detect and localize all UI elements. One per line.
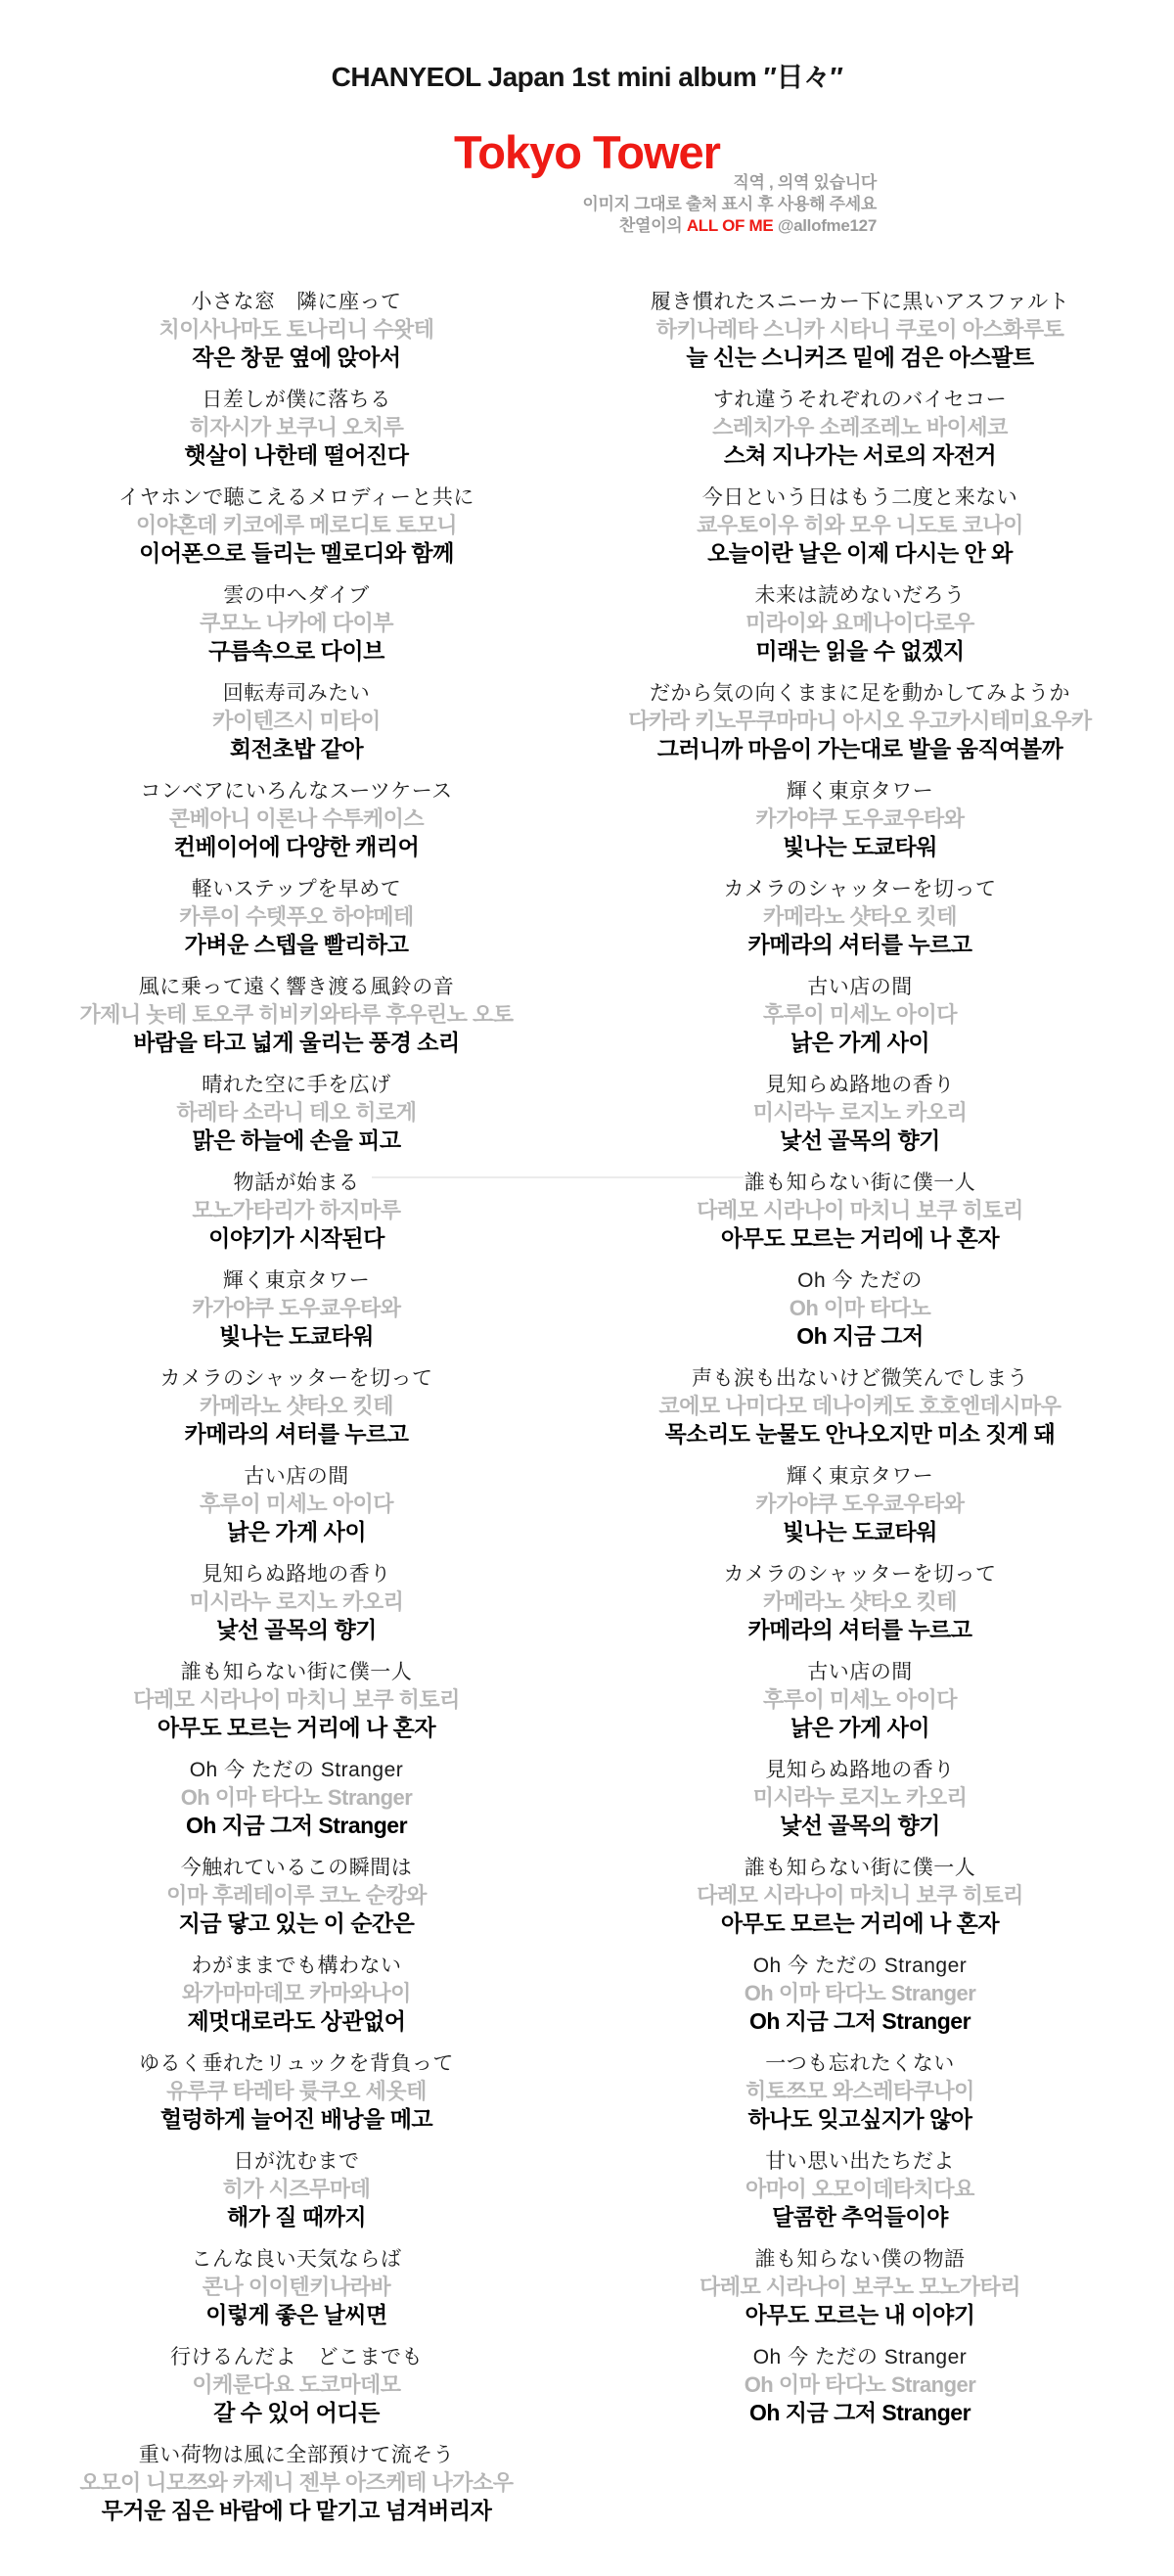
stanza [0,484,593,567]
romanization-line: 치이사나마도 토나리니 수왓테 [158,317,434,342]
japanese-line: ゆるく垂れたリュックを背負って [139,2052,454,2075]
stanza [0,778,593,860]
translation-line: 낯선 골목의 향기 [216,1617,377,1642]
japanese-line: 行けるんだよ どこまでも [170,2346,423,2369]
translation-line: 목소리도 눈물도 안나오지만 미소 짓게 돼 [664,1421,1056,1447]
translation-line: 늘 신는 스니커즈 밑에 검은 아스팔트 [686,345,1034,370]
japanese-line: カメラのシャッターを切って [723,1563,997,1586]
stanza [0,2442,593,2524]
translation-line: 아무도 모르는 거리에 나 혼자 [720,1910,1000,1936]
translation-line: 지금 닿고 있는 이 순간은 [178,1910,415,1936]
stanza [593,1855,1127,1937]
romanization-line: 히토쯔모 와스레타쿠나이 [745,2079,974,2103]
japanese-line: 今日という日はもう二度と来ない [701,486,1018,509]
translation-line: 그러니까 마음이 가는대로 발을 움직여볼까 [656,736,1063,761]
japanese-line: 古い店の間 [807,976,913,998]
stanza [593,974,1127,1056]
romanization-line: Oh 이마 타다노 [789,1296,931,1320]
japanese-line: 誰も知らない街に僕一人 [180,1661,413,1683]
translation-line: 제멋대로라도 상관없어 [187,2008,406,2034]
romanization-line: 카가야쿠 도우쿄우타와 [755,1492,965,1516]
romanization-line: 콘베아니 이론나 수투케이스 [168,806,425,831]
stanza [0,289,593,371]
japanese-line: 回転寿司みたい [222,682,371,705]
japanese-line: 今触れているこの瞬間は [180,1857,413,1879]
japanese-line: コンベアにいろんなスーツケース [140,780,453,803]
stanza [0,1659,593,1741]
stanza [0,1365,593,1448]
translation-line: 가벼운 스텝을 빨리하고 [184,932,409,957]
translation-line: 빛나는 도쿄타워 [783,834,937,859]
translation-line: 이어폰으로 들리는 멜로디와 함께 [139,540,454,566]
song-title: Tokyo Tower [454,126,720,178]
romanization-line: 모노가타리가 하지마루 [192,1198,401,1222]
romanization-line: 미시라누 로지노 카오리 [189,1589,404,1614]
romanization-line: 카가야쿠 도우쿄우타와 [192,1296,401,1320]
translation-line: 카메라의 셔터를 누르고 [747,932,972,957]
romanization-line: 하키나레타 스니카 시타니 쿠로이 아스화루토 [655,317,1064,342]
romanization-line: 후루이 미세노 아이다 [200,1492,393,1516]
japanese-line: カメラのシャッターを切って [159,1367,433,1390]
romanization-line: 콘나 이이텐키나라바 [202,2275,391,2299]
translation-line: 작은 창문 옆에 앉아서 [192,345,401,370]
stanza [593,1561,1127,1643]
album-title: CHANYEOL Japan 1st mini album ″日々″ [331,62,843,92]
romanization-line: 오모이 니모쯔와 카제니 젠부 아즈케테 나가소우 [79,2470,514,2495]
japanese-line: 未来は読めないだろう [754,584,966,607]
stanza [593,1072,1127,1154]
stanza [0,1855,593,1937]
stanza [0,1170,593,1252]
japanese-line: 古い店の間 [807,1661,913,1683]
translation-line: 맑은 하늘에 손을 피고 [192,1127,401,1153]
stanza [593,1953,1127,2035]
translation-line: 구름속으로 다이브 [208,638,384,664]
stanza [0,1757,593,1839]
credit-source-highlight: ALL OF ME [686,216,774,235]
romanization-line: Oh 이마 타다노 Stranger [744,2372,976,2397]
japanese-line: 軽いステップを早めて [191,878,402,900]
translation-line: 카메라의 셔터를 누르고 [747,1617,972,1642]
stanza [0,582,593,665]
romanization-line: 다카라 키노무쿠마마니 아시오 우고카시테미요우카 [628,709,1092,733]
stanza [593,1170,1127,1252]
stanza [593,1365,1127,1448]
stanza [0,2148,593,2231]
romanization-line: 다레모 시라나이 마치니 보쿠 히토리 [697,1198,1023,1222]
japanese-line: 輝く東京タワー [786,1465,934,1488]
translation-line: 낯선 골목의 향기 [780,1813,940,1838]
romanization-line: 미시라누 로지노 카오리 [752,1785,968,1810]
romanization-line: 미라이와 요메나이다로우 [745,611,974,635]
japanese-line: 見知らぬ路地の香り [765,1074,955,1096]
translation-line: 낡은 가게 사이 [790,1715,930,1740]
romanization-line: 카메라노 샷타오 킷테 [200,1394,393,1418]
translation-line: 아무도 모르는 거리에 나 혼자 [157,1715,436,1740]
stanza [593,778,1127,860]
romanization-line: 쿠모노 나카에 다이부 [200,611,393,635]
stanza [0,2050,593,2133]
romanization-line: 와가마마데모 카마와나이 [182,1981,411,2005]
japanese-line: 見知らぬ路地の香り [202,1563,391,1586]
romanization-line: 카이텐즈시 미타이 [212,709,381,733]
japanese-line: 見知らぬ路地の香り [765,1759,955,1781]
translation-line: 빛나는 도쿄타워 [783,1519,937,1544]
japanese-line: 一つも忘れたくない [765,2052,955,2075]
japanese-line: 輝く東京タワー [786,780,934,803]
stanza [593,1659,1127,1741]
japanese-line: 声も涙も出ないけど微笑んでしまう [692,1367,1028,1390]
stanza [0,1267,593,1350]
stanza [593,1463,1127,1545]
stanza [593,387,1127,469]
romanization-line: 후루이 미세노 아이다 [763,1687,957,1712]
romanization-line: 다레모 시라나이 보쿠노 모노가타리 [699,2275,1021,2299]
japanese-line: 古い店の間 [244,1465,349,1488]
romanization-line: 카메라노 샷타오 킷테 [763,1589,957,1614]
translation-line: 낡은 가게 사이 [226,1519,367,1544]
translation-line: 낯선 골목의 향기 [780,1127,940,1153]
lyrics-column-right [593,289,1127,2442]
translation-line: Oh 지금 그저 [796,1323,924,1349]
stanza [0,387,593,469]
translation-line: 카메라의 셔터를 누르고 [184,1421,409,1447]
stanza [0,876,593,958]
translation-line: 하나도 잊고싶지가 않아 [747,2106,972,2132]
japanese-line: 風に乗って遠く響き渡る風鈴の音 [138,976,455,998]
romanization-line: 코에모 나미다모 데나이케도 호호엔데시마우 [658,1394,1061,1418]
japanese-line: Oh 今 ただの [797,1269,923,1292]
japanese-line: わがままでも構わない [191,1955,402,1977]
romanization-line: 가제니 놋테 토오쿠 히비키와타루 후우린노 오토 [79,1002,514,1027]
stanza [593,289,1127,371]
romanization-line: 히가 시즈무마데 [222,2177,371,2201]
translation-line: 무거운 짐은 바람에 다 맡기고 넘겨버리자 [101,2498,492,2523]
stanza [593,2148,1127,2231]
stanza [0,1953,593,2035]
translation-line: 회전초밥 같아 [229,736,364,761]
translation-line: Oh 지금 그저 Stranger [748,2008,971,2034]
romanization-line: 이마 후레테이루 코노 순캉와 [166,1883,427,1908]
romanization-line: Oh 이마 타다노 Stranger [744,1981,976,2005]
stanza [0,1561,593,1643]
translation-line: 미래는 읽을 수 없겠지 [755,638,965,664]
japanese-line: イヤホンで聴こえるメロディーと共に [118,486,474,509]
translation-line: Oh 지금 그저 Stranger [748,2400,971,2425]
romanization-line: 쿄우토이우 히와 모우 니도토 코나이 [697,513,1023,537]
japanese-line: 甘い思い出たちだよ [765,2150,955,2173]
japanese-line: 日差しが僕に落ちる [202,389,391,411]
romanization-line: 히자시가 보쿠니 오치루 [189,415,404,439]
romanization-line: 다레모 시라나이 마치니 보쿠 히토리 [697,1883,1023,1908]
lyrics-column-left [0,289,593,2540]
stanza [0,1072,593,1154]
romanization-line: 카메라노 샷타오 킷테 [763,904,957,929]
stanza [0,680,593,762]
romanization-line: 카루이 수텟푸오 하야메테 [179,904,414,929]
japanese-line: 晴れた空に手を広げ [202,1074,391,1096]
romanization-line: 카가야쿠 도우쿄우타와 [755,806,965,831]
stanza [0,974,593,1056]
japanese-line: 雲の中へダイブ [223,584,370,607]
translation-line: 오늘이란 날은 이제 다시는 안 와 [707,540,1013,566]
japanese-line: だから気の向くままに足を動かしてみようか [650,682,1070,705]
stanza [593,2246,1127,2328]
credit-source-handle: @allofme127 [773,216,877,235]
credit-line-usage-note: 이미지 그대로 출처 표시 후 사용해 주세요 [582,195,877,213]
translation-line: 스쳐 지나가는 서로의 자전거 [723,442,997,468]
stanza [0,1463,593,1545]
romanization-line: 하레타 소라니 테오 히로게 [176,1100,417,1125]
translation-line: 이야기가 시작된다 [208,1225,384,1251]
japanese-line: Oh 今 ただの Stranger [752,2346,968,2369]
stanza [0,2246,593,2328]
translation-line: 빛나는 도쿄타워 [219,1323,374,1349]
translation-line: 아무도 모르는 거리에 나 혼자 [720,1225,1000,1251]
japanese-line: 物話が始まる [233,1172,360,1194]
romanization-line: 유루쿠 타레타 륫쿠오 세옷테 [166,2079,427,2103]
japanese-line: 誰も知らない街に僕一人 [744,1172,976,1194]
stanza [0,2344,593,2426]
credit-line-source [582,215,877,237]
translation-line: 컨베이어에 다양한 캐리어 [173,834,420,859]
credit-source-prefix: 찬열이의 [618,216,687,235]
stanza [593,2050,1127,2133]
stanza [593,876,1127,958]
translation-line: Oh 지금 그저 Stranger [185,1813,408,1838]
romanization-line: 다레모 시라나이 마치니 보쿠 히토리 [133,1687,460,1712]
translation-line: 이렇게 좋은 날씨면 [205,2302,387,2327]
japanese-line: 履き慣れたスニーカー下に黒いアスファルト [650,291,1070,313]
romanization-line: 이케룬다요 도코마데모 [192,2372,401,2397]
japanese-line: 小さな窓 隣に座って [191,291,402,313]
translation-line: 달콤한 추억들이야 [772,2204,948,2230]
japanese-line: Oh 今 ただの Stranger [189,1759,404,1781]
translation-line: 바람을 타고 넓게 울리는 풍경 소리 [133,1030,460,1055]
romanization-line: Oh 이마 타다노 Stranger [180,1785,413,1810]
translation-line: 햇살이 나한테 떨어진다 [184,442,409,468]
stanza [593,680,1127,762]
japanese-line: 重い荷物は風に全部預けて流そう [138,2444,455,2466]
translation-line: 갈 수 있어 어디든 [213,2400,380,2425]
translation-line: 낡은 가게 사이 [790,1030,930,1055]
japanese-line: こんな良い天気ならば [191,2248,402,2271]
translation-line: 헐렁하게 늘어진 배낭을 메고 [159,2106,433,2132]
japanese-line: 日が沈むまで [233,2150,360,2173]
translation-line: 아무도 모르는 내 이야기 [745,2302,975,2327]
romanization-line: 스레치가우 소레조레노 바이세코 [712,415,1008,439]
romanization-line: 이야혼데 키코에루 메로디토 토모니 [135,513,458,537]
credits [582,172,877,237]
japanese-line: 輝く東京タワー [222,1269,371,1292]
japanese-line: 誰も知らない僕の物語 [754,2248,966,2271]
romanization-line: 아마이 오모이데타치다요 [745,2177,974,2201]
stanza [593,484,1127,567]
stanza [593,2344,1127,2426]
japanese-line: すれ違うそれぞれのバイセコー [712,389,1008,411]
japanese-line: 誰も知らない街に僕一人 [744,1857,976,1879]
stanza [593,1267,1127,1350]
romanization-line: 미시라누 로지노 카오리 [752,1100,968,1125]
japanese-line: カメラのシャッターを切って [723,878,997,900]
stanza [593,1757,1127,1839]
romanization-line: 후루이 미세노 아이다 [763,1002,957,1027]
credit-line-translation-note: 직역 , 의역 있습니다 [733,173,877,192]
translation-line: 해가 질 때까지 [226,2204,367,2230]
stanza [593,582,1127,665]
japanese-line: Oh 今 ただの Stranger [752,1955,968,1977]
